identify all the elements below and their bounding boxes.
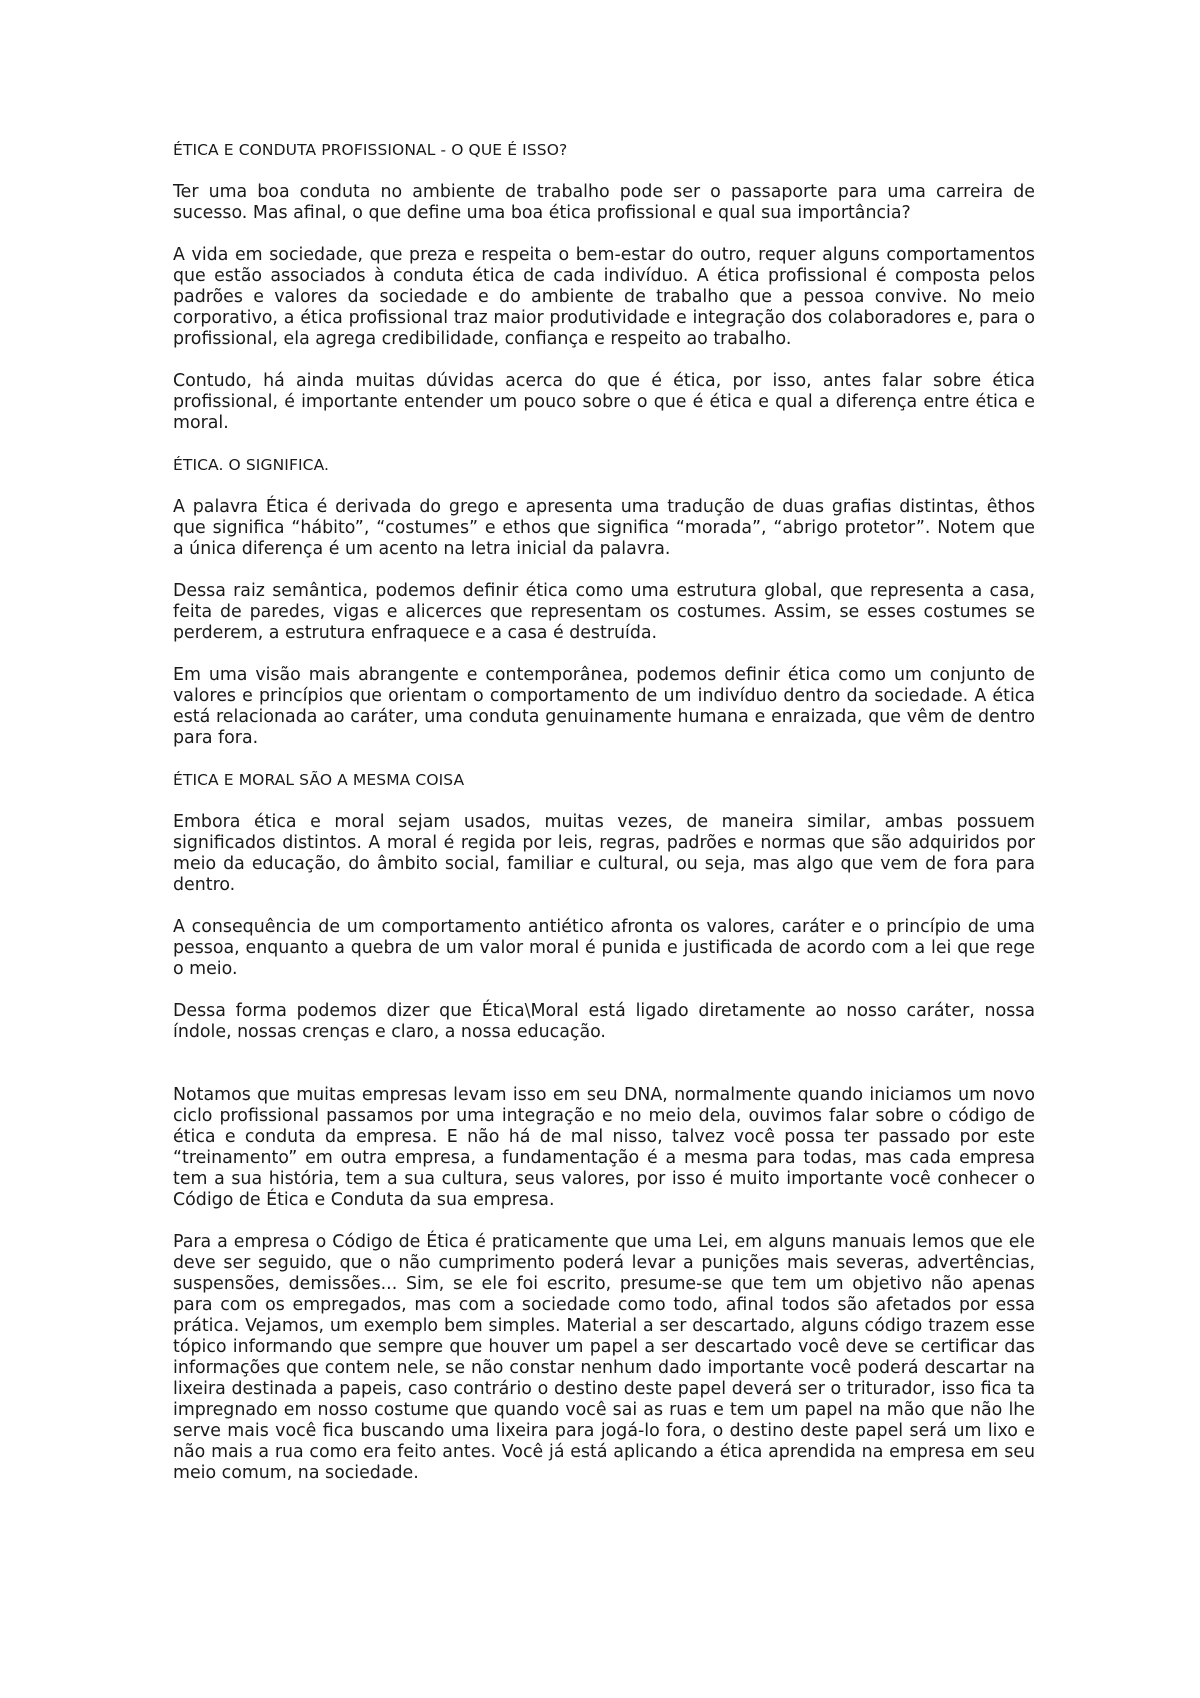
document-title: ÉTICA E CONDUTA PROFISSIONAL - O QUE É ISSO?: [173, 141, 568, 159]
paragraph-consequencia: A consequência de um comportamento antiético afronta os valores, caráter e o princípio de uma pessoa, enquanto a quebra de um valor moral é punida e justificada de acordo com a lei que rege o meio.: [173, 917, 1035, 979]
paragraph-vida-em-sociedade: A vida em sociedade, que preza e respeita o bem-estar do outro, requer alguns comportamentos que estão associados à conduta ética de cada indivíduo. A ética profissional é composta pelos padrões e valores da sociedade e do ambiente de trabalho que a pessoa convive. No meio corporativo, a ética profissional traz maior produtividade e integração dos colaboradores e, para o profissional, ela agrega credibilidade, confiança e respeito ao trabalho.: [173, 245, 1035, 349]
paragraph-raiz-semantica: Dessa raiz semântica, podemos definir ética como uma estrutura global, que representa a casa, feita de paredes, vigas e alicerces que representam os costumes. Assim, se esses costumes se perderem, a estrutura enfraquece e a casa é destruída.: [173, 581, 1035, 643]
paragraph-embora-etica: Embora ética e moral sejam usados, muitas vezes, de maneira similar, ambas possuem significados distintos. A moral é regida por leis, regras, padrões e normas que são adquiridos por meio da educação, do âmbito social, familiar e cultural, ou seja, mas algo que vem de fora para dentro.: [173, 812, 1035, 895]
paragraph-visao-abrangente: Em uma visão mais abrangente e contemporânea, podemos definir ética como um conjunto de valores e princípios que orientam o comportamento de um indivíduo dentro da sociedade. A ética está relacionada ao caráter, uma conduta genuinamente humana e enraizada, que vêm de dentro para fora.: [173, 665, 1035, 748]
paragraph-contudo: Contudo, há ainda muitas dúvidas acerca do que é ética, por isso, antes falar sobre ética profissional, é importante entender um pouco sobre o que é ética e qual a diferença entre ética e moral.: [173, 371, 1035, 433]
document-page: [173, 140, 1035, 1505]
paragraph-notamos: Notamos que muitas empresas levam isso em seu DNA, normalmente quando iniciamos um novo ciclo profissional passamos por uma integração e no meio dela, ouvimos falar sobre o código de ética e conduta da empresa. E não há de mal nisso, talvez você possa ter passado por este “treinamento” em outra empresa, a fundamentação é a mesma para todas, mas cada empresa tem a sua história, tem a sua cultura, seus valores, por isso é muito importante você conhecer o Código de Ética e Conduta da sua empresa.: [173, 1085, 1035, 1210]
paragraph-codigo-de-etica: Para a empresa o Código de Ética é praticamente que uma Lei, em alguns manuais lemos que ele deve ser seguido, que o não cumprimento poderá levar a punições mais severas, advertências, suspensões, demissões... Sim, se ele foi escrito, presume-se que tem um objetivo não apenas para com os empregados, mas com a sociedade como todo, afinal todos são afetados por essa prática. Vejamos, um exemplo bem simples. Material a ser descartado, alguns código trazem esse tópico informando que sempre que houver um papel a ser descartado você deve se certificar das informações que contem nele, se não constar nenhum dado importante você poderá descartar na lixeira destinada a papeis, caso contrário o destino deste papel deverá ser o triturador, isso fica ta impregnado em nosso costume que quando você sai as ruas e tem um papel na mão que não lhe serve mais você fica buscando uma lixeira para jogá-lo fora, o destino deste papel será um lixo e não mais a rua como era feito antes. Você já está aplicando a ética aprendida na empresa em seu meio comum, na sociedade.: [173, 1232, 1035, 1483]
paragraph-palavra-etica: A palavra Ética é derivada do grego e apresenta uma tradução de duas grafias distintas, êthos que significa “hábito”, “costumes” e ethos que significa “morada”, “abrigo protetor”. Notem que a única diferença é um acento na letra inicial da palavra.: [173, 497, 1035, 559]
paragraph-dessa-forma: Dessa forma podemos dizer que Ética\Moral está ligado diretamente ao nosso caráter, nossa índole, nossas crenças e claro, a nossa educação.: [173, 1001, 1035, 1042]
intro-paragraph: Ter uma boa conduta no ambiente de trabalho pode ser o passaporte para uma carreira de sucesso. Mas afinal, o que define uma boa ética profissional e qual sua importância?: [173, 182, 1035, 223]
section-heading-etica-moral: ÉTICA E MORAL SÃO A MESMA COISA: [173, 771, 465, 789]
section-heading-significado: ÉTICA. O SIGNIFICA.: [173, 456, 330, 474]
